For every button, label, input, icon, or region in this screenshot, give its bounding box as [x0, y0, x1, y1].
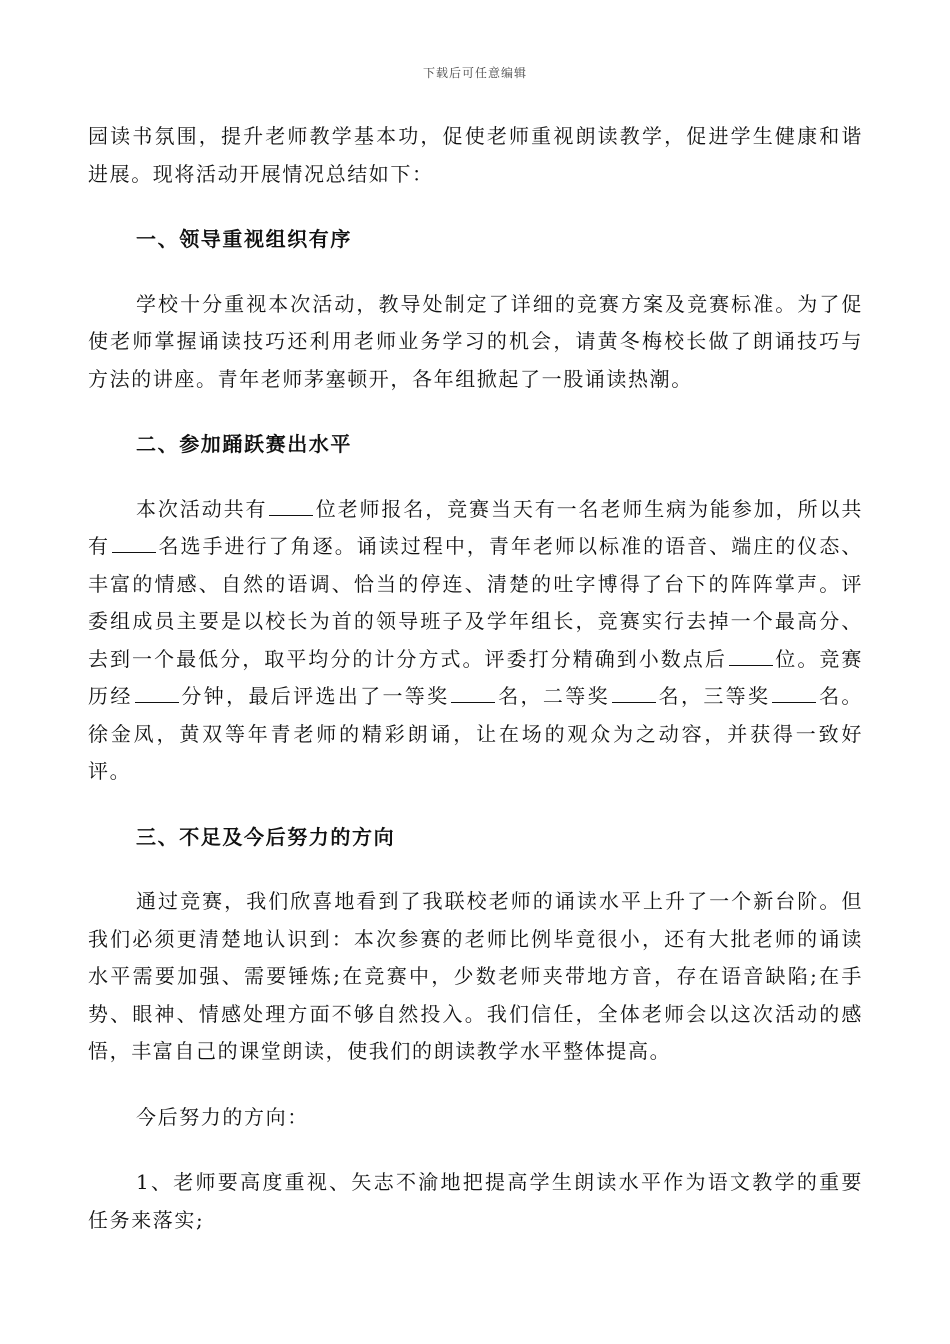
header-note: 下载后可任意编辑 [422, 66, 527, 80]
intro-paragraph: 园读书氛围，提升老师教学基本功，促使老师重视朗读教学，促进学生健康和谐进展。现将活动开展情况总结如下： [88, 124, 863, 186]
fill-blank [729, 647, 773, 666]
section-1-paragraph: 学校十分重视本次活动，教导处制定了详细的竞赛方案及竞赛标准。为了促使老师掌握诵读技巧还利用老师业务学习的机会，请黄冬梅校长做了朗诵技巧与方法的讲座。青年老师茅塞顿开，各年组掀起了一股诵读热潮。 [88, 291, 863, 391]
section-2-text-c: 名选手进行了角逐。诵读过程中，青年老师以标准的语音、端庄的仪态、丰富的情感、自然的语调、恰当的停连、清楚的吐字博得了台下的阵阵掌声。评委组成员主要是以校长为首的领导班子及学年组长，竞赛实行去掉一个最高分、去到一个最低分，取平均分的计分方式。评委打分精确到小数点后 [88, 534, 863, 671]
section-3-heading: 三、不足及今后努力的方向 [136, 824, 396, 849]
direction-item-1: 1、老师要高度重视、矢志不渝地把提高学生朗读水平作为语文教学的重要任务来落实; [88, 1170, 863, 1232]
section-2-text-f: 名，二等奖 [497, 684, 610, 708]
fill-blank [612, 684, 656, 703]
section-2-text-a: 本次活动共有 [136, 496, 268, 521]
document-body [88, 118, 863, 1239]
fill-blank [135, 684, 179, 703]
section-3-paragraph: 通过竞赛，我们欣喜地看到了我联校老师的诵读水平上升了一个新台阶。但我们必须更清楚地认识到：本次参赛的老师比例毕竟很小，还有大批老师的诵读水平需要加强、需要锤炼;在竞赛中，少数老师夹带地方音，存在语音缺陷;在手势、眼神、情感处理方面不够自然投入。我们信任，全体老师会以这次活动的感悟，丰富自己的课堂朗读，使我们的朗读教学水平整体提高。 [88, 889, 863, 1063]
section-2-text-d: 位。竞赛历经 [88, 646, 863, 708]
fill-blank [269, 497, 313, 516]
section-2-text-e: 分钟，最后评选出了一等奖 [180, 684, 450, 708]
fill-blank [112, 534, 156, 553]
fill-blank [451, 684, 495, 703]
section-2-text-g: 名，三等奖 [657, 684, 771, 708]
direction-intro: 今后努力的方向： [136, 1104, 309, 1129]
section-2-text-b: 位老师报名，竞赛当天有一名老师生病为能参加，所以共有 [88, 496, 863, 558]
section-1-heading: 一、领导重视组织有序 [136, 227, 352, 251]
section-2-heading: 二、参加踊跃赛出水平 [136, 432, 352, 456]
section-2-text-h: 名。徐金凤，黄双等年青老师的精彩朗诵，让在场的观众为之动容，并获得一致好评。 [88, 684, 864, 783]
fill-blank [772, 684, 816, 703]
section-2-paragraph [88, 491, 863, 791]
